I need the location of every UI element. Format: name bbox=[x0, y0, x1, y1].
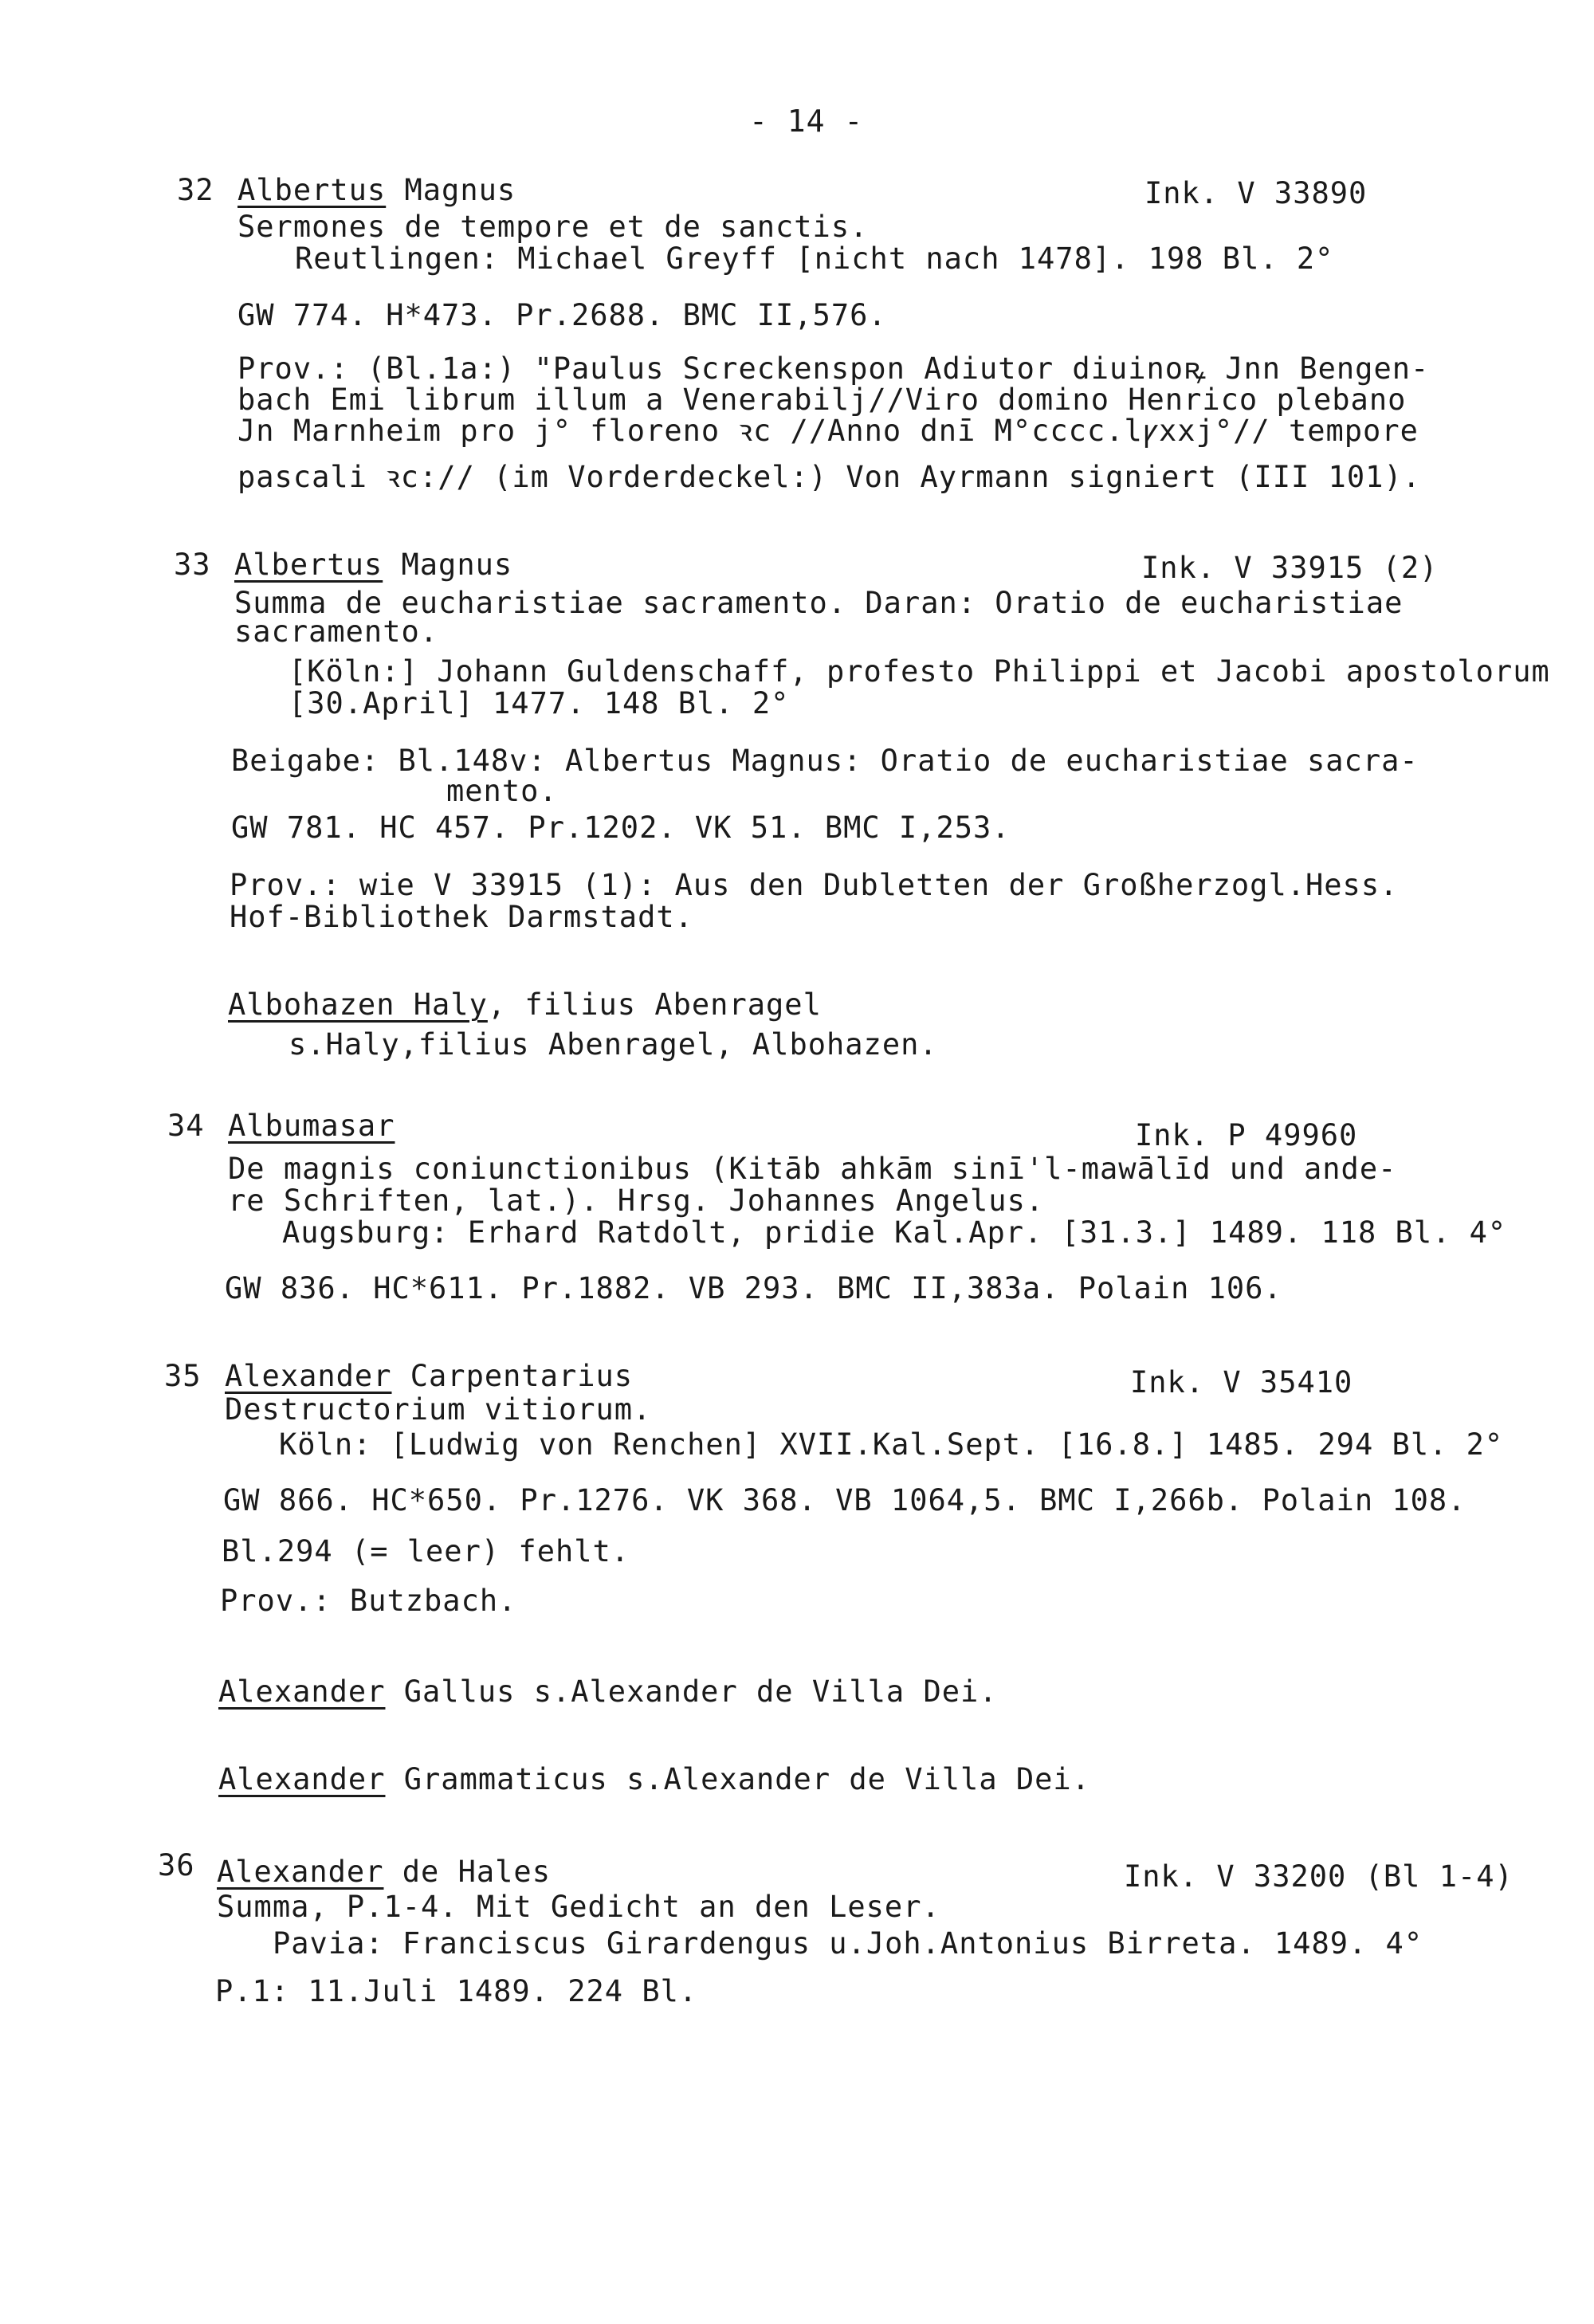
entry-line: Jn Marnheim pro j° floreno ꝛc //Anno dnī M°cccc.lꝩxxj°// tempore bbox=[238, 414, 1419, 448]
entry-line: Summa, P.1-4. Mit Gedicht an den Leser. bbox=[217, 1890, 940, 1924]
entry-line: Beigabe: Bl.148v: Albertus Magnus: Oratio de eucharistiae sacra- bbox=[231, 744, 1419, 778]
author-name: Albertus bbox=[234, 548, 383, 582]
entry-line: Prov.: wie V 33915 (1): Aus den Dubletten der Großherzogl.Hess. bbox=[230, 868, 1399, 902]
author-rest: Carpentarius bbox=[391, 1359, 634, 1393]
entry-line: GW 836. HC*611. Pr.1882. VB 293. BMC II,383a. Polain 106. bbox=[225, 1271, 1282, 1305]
shelfmark: Ink. V 33915 (2) bbox=[1141, 551, 1439, 585]
entry-heading bbox=[217, 1855, 551, 1889]
entry-number: 35 bbox=[164, 1359, 202, 1393]
entry-heading bbox=[225, 1360, 633, 1393]
entry-line: Reutlingen: Michael Greyff [nicht nach 1478]. 198 Bl. 2° bbox=[295, 241, 1334, 276]
entry-line: [30.April] 1477. 148 Bl. 2° bbox=[289, 686, 790, 720]
author-rest: Magnus bbox=[383, 548, 513, 582]
author-rest: Gallus s.Alexander de Villa Dei. bbox=[385, 1674, 998, 1709]
entry-line: GW 866. HC*650. Pr.1276. VK 368. VB 1064,5. BMC I,266b. Polain 108. bbox=[223, 1483, 1466, 1517]
entry-line: Hof-Bibliothek Darmstadt. bbox=[230, 900, 693, 934]
entry-heading bbox=[238, 174, 516, 207]
entry-line: De magnis coniunctionibus (Kitāb ahkām sinī'l-mawālīd und ande- bbox=[228, 1152, 1397, 1186]
author-name: Alexander bbox=[218, 1674, 386, 1709]
entry-line: sacramento. bbox=[234, 614, 439, 649]
author-rest: Magnus bbox=[386, 173, 516, 207]
author-rest: , filius Abenragel bbox=[487, 987, 822, 1022]
entry-line: Sermones de tempore et de sanctis. bbox=[238, 210, 869, 244]
shelfmark: Ink. V 33200 (Bl 1-4) bbox=[1124, 1859, 1514, 1894]
entry-heading bbox=[234, 548, 512, 582]
entry-heading bbox=[218, 1763, 1090, 1796]
entry-line: mento. bbox=[446, 774, 558, 808]
shelfmark: Ink. V 35410 bbox=[1130, 1365, 1353, 1400]
entry-line: re Schriften, lat.). Hrsg. Johannes Angelus. bbox=[228, 1184, 1045, 1218]
entry-line: [Köln:] Johann Guldenschaff, profesto Philippi et Jacobi apostolorum bbox=[289, 654, 1550, 689]
entry-heading bbox=[218, 1675, 998, 1709]
entry-line: Prov.: Butzbach. bbox=[220, 1584, 517, 1618]
author-name: Alexander bbox=[225, 1359, 392, 1393]
entry-line: P.1: 11.Juli 1489. 224 Bl. bbox=[215, 1974, 698, 2008]
entry-heading bbox=[228, 1109, 395, 1143]
entry-line: bach Emi librum illum a Venerabilj//Viro domino Henrico plebano bbox=[238, 383, 1407, 417]
shelfmark: Ink. P 49960 bbox=[1135, 1118, 1358, 1152]
entry-number: 32 bbox=[177, 173, 214, 207]
entry-line: Bl.294 (= leer) fehlt. bbox=[222, 1534, 630, 1568]
author-rest: de Hales bbox=[383, 1855, 551, 1889]
page-number: - 14 - bbox=[749, 104, 864, 139]
entry-line: Pavia: Franciscus Girardengus u.Joh.Antonius Birreta. 1489. 4° bbox=[273, 1926, 1423, 1961]
shelfmark: Ink. V 33890 bbox=[1144, 176, 1368, 210]
entry-line: GW 774. H*473. Pr.2688. BMC II,576. bbox=[238, 298, 887, 332]
author-name: Alexander bbox=[218, 1762, 386, 1796]
author-name: Albertus bbox=[238, 173, 387, 207]
entry-line: pascali ꝛc:// (im Vorderdeckel:) Von Ayrmann signiert (III 101). bbox=[238, 460, 1421, 494]
entry-line: s.Haly,filius Abenragel, Albohazen. bbox=[289, 1027, 938, 1062]
author-rest: Grammaticus s.Alexander de Villa Dei. bbox=[385, 1762, 1090, 1796]
entry-number: 36 bbox=[158, 1848, 195, 1882]
entry-line: Prov.: (Bl.1a:) "Paulus Screckenspon Adiutor diuinoꝶ Jnn Bengen- bbox=[238, 351, 1430, 386]
entry-line: GW 781. HC 457. Pr.1202. VK 51. BMC I,253. bbox=[231, 811, 1011, 845]
entry-line: Destructorium vitiorum. bbox=[225, 1392, 652, 1427]
entry-line: Summa de eucharistiae sacramento. Daran: Oratio de eucharistiae bbox=[234, 586, 1404, 620]
entry-line: Köln: [Ludwig von Renchen] XVII.Kal.Sept. [16.8.] 1485. 294 Bl. 2° bbox=[279, 1427, 1504, 1462]
author-name: Albohazen Haly bbox=[228, 987, 488, 1022]
entry-number: 34 bbox=[167, 1109, 205, 1143]
entry-line: Augsburg: Erhard Ratdolt, pridie Kal.Apr. [31.3.] 1489. 118 Bl. 4° bbox=[282, 1215, 1507, 1250]
author-name: Alexander bbox=[217, 1855, 384, 1889]
entry-number: 33 bbox=[174, 548, 211, 582]
author-name: Albumasar bbox=[228, 1109, 395, 1143]
entry-heading bbox=[228, 988, 822, 1022]
